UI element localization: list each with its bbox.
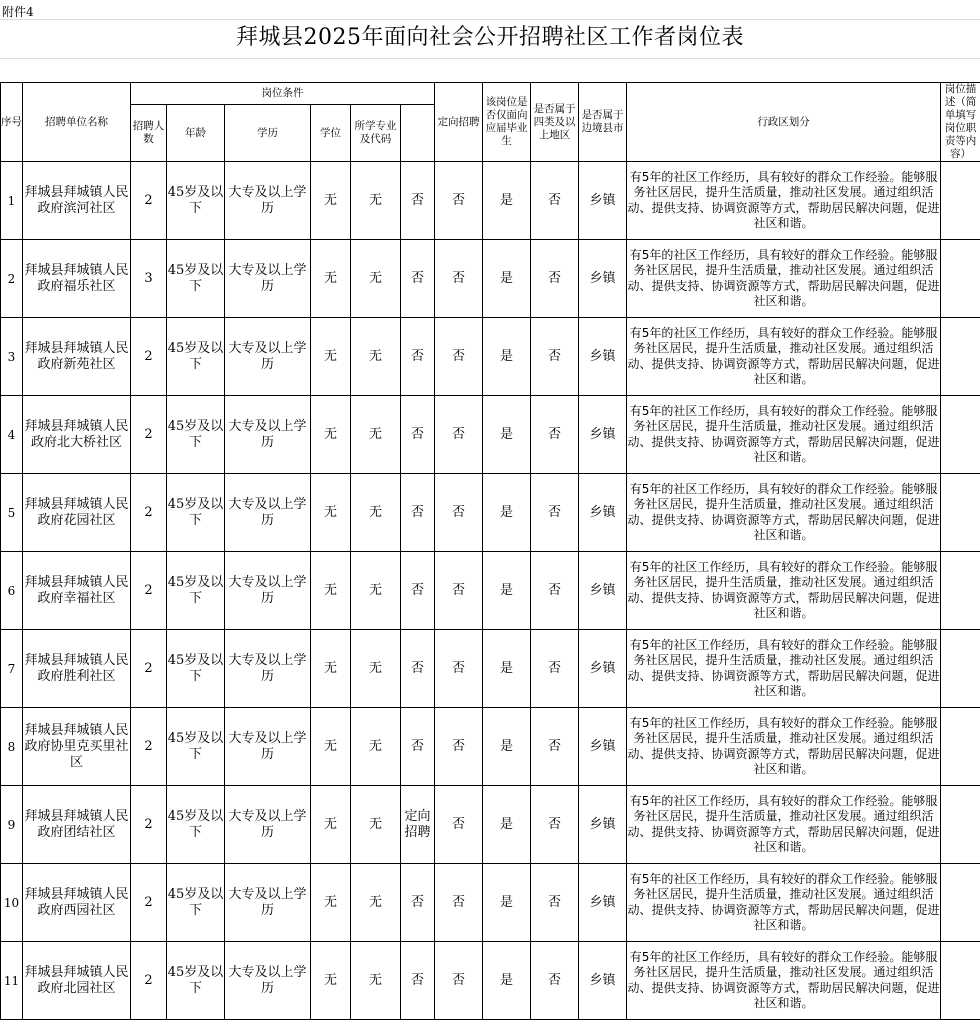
row-description: 有5年的社区工作经历，具有较好的群众工作经验。能够服务社区居民，提升生活质量，推动社区发展。通过组织活动、提供支持、协调资源等方式，帮助居民解决问题，促进社区和谐。 bbox=[627, 552, 941, 630]
row-degree: 无 bbox=[311, 708, 351, 786]
row-remark bbox=[941, 708, 980, 786]
row-degree: 无 bbox=[311, 240, 351, 318]
row-age: 45岁及以下 bbox=[167, 630, 225, 708]
row-count: 2 bbox=[131, 630, 167, 708]
row-degree: 无 bbox=[311, 942, 351, 1020]
row-education: 大专及以上学历 bbox=[225, 396, 311, 474]
row-border: 否 bbox=[531, 708, 579, 786]
row-remark bbox=[941, 162, 980, 240]
row-education: 大专及以上学历 bbox=[225, 552, 311, 630]
header-targeted: 定向招聘 bbox=[435, 83, 483, 162]
row-targeted: 否 bbox=[401, 864, 435, 942]
row-description: 有5年的社区工作经历，具有较好的群众工作经验。能够服务社区居民，提升生活质量，推动社区发展。通过组织活动、提供支持、协调资源等方式，帮助居民解决问题，促进社区和谐。 bbox=[627, 942, 941, 1020]
row-remark bbox=[941, 396, 980, 474]
row-major: 无 bbox=[351, 474, 401, 552]
row-border: 否 bbox=[531, 864, 579, 942]
row-class4: 是 bbox=[483, 318, 531, 396]
row-graduate-only: 否 bbox=[435, 552, 483, 630]
row-description: 有5年的社区工作经历，具有较好的群众工作经验。能够服务社区居民，提升生活质量，推动社区发展。通过组织活动、提供支持、协调资源等方式，帮助居民解决问题，促进社区和谐。 bbox=[627, 318, 941, 396]
row-count: 2 bbox=[131, 942, 167, 1020]
row-admin: 乡镇 bbox=[579, 396, 627, 474]
row-education: 大专及以上学历 bbox=[225, 240, 311, 318]
row-border: 否 bbox=[531, 162, 579, 240]
row-targeted: 否 bbox=[401, 474, 435, 552]
row-border: 否 bbox=[531, 396, 579, 474]
row-major: 无 bbox=[351, 162, 401, 240]
row-border: 否 bbox=[531, 942, 579, 1020]
row-education: 大专及以上学历 bbox=[225, 864, 311, 942]
row-description: 有5年的社区工作经历，具有较好的群众工作经验。能够服务社区居民，提升生活质量，推动社区发展。通过组织活动、提供支持、协调资源等方式，帮助居民解决问题，促进社区和谐。 bbox=[627, 162, 941, 240]
row-border: 否 bbox=[531, 318, 579, 396]
row-graduate-only: 否 bbox=[435, 864, 483, 942]
row-admin: 乡镇 bbox=[579, 786, 627, 864]
row-remark bbox=[941, 942, 980, 1020]
table-row bbox=[1, 708, 980, 786]
header-unit: 招聘单位名称 bbox=[23, 83, 131, 162]
row-class4: 是 bbox=[483, 786, 531, 864]
row-age: 45岁及以下 bbox=[167, 474, 225, 552]
row-class4: 是 bbox=[483, 552, 531, 630]
header-description: 岗位描述（简单填写岗位职责等内容） bbox=[941, 83, 980, 162]
row-major: 无 bbox=[351, 708, 401, 786]
row-unit: 拜城县拜城镇人民政府新苑社区 bbox=[23, 318, 131, 396]
row-description: 有5年的社区工作经历，具有较好的群众工作经验。能够服务社区居民，提升生活质量，推动社区发展。通过组织活动、提供支持、协调资源等方式，帮助居民解决问题，促进社区和谐。 bbox=[627, 240, 941, 318]
header-seq: 序号 bbox=[1, 83, 23, 162]
row-unit: 拜城县拜城镇人民政府北园社区 bbox=[23, 942, 131, 1020]
row-targeted: 否 bbox=[401, 552, 435, 630]
row-remark bbox=[941, 630, 980, 708]
row-graduate-only: 否 bbox=[435, 318, 483, 396]
table-row bbox=[1, 240, 980, 318]
header-border: 是否属于边境县市 bbox=[579, 83, 627, 162]
row-unit: 拜城县拜城镇人民政府协里克买里社区 bbox=[23, 708, 131, 786]
row-seq: 7 bbox=[1, 630, 23, 708]
row-admin: 乡镇 bbox=[579, 630, 627, 708]
row-targeted: 否 bbox=[401, 396, 435, 474]
row-education: 大专及以上学历 bbox=[225, 318, 311, 396]
row-age: 45岁及以下 bbox=[167, 162, 225, 240]
table-row bbox=[1, 162, 980, 240]
row-class4: 是 bbox=[483, 864, 531, 942]
row-admin: 乡镇 bbox=[579, 708, 627, 786]
row-unit: 拜城县拜城镇人民政府团结社区 bbox=[23, 786, 131, 864]
row-remark bbox=[941, 786, 980, 864]
row-count: 2 bbox=[131, 474, 167, 552]
row-class4: 是 bbox=[483, 474, 531, 552]
row-degree: 无 bbox=[311, 318, 351, 396]
header-degree: 学位 bbox=[311, 105, 351, 162]
header-major: 所学专业及代码 bbox=[351, 105, 401, 162]
row-graduate-only: 否 bbox=[435, 474, 483, 552]
row-major: 无 bbox=[351, 396, 401, 474]
table-row bbox=[1, 318, 980, 396]
row-degree: 无 bbox=[311, 396, 351, 474]
row-border: 否 bbox=[531, 552, 579, 630]
row-seq: 9 bbox=[1, 786, 23, 864]
row-age: 45岁及以下 bbox=[167, 942, 225, 1020]
row-unit: 拜城县拜城镇人民政府滨河社区 bbox=[23, 162, 131, 240]
row-admin: 乡镇 bbox=[579, 474, 627, 552]
row-age: 45岁及以下 bbox=[167, 396, 225, 474]
row-unit: 拜城县拜城镇人民政府花园社区 bbox=[23, 474, 131, 552]
row-targeted: 否 bbox=[401, 318, 435, 396]
header-count: 招聘人数 bbox=[131, 105, 167, 162]
row-targeted: 否 bbox=[401, 630, 435, 708]
row-remark bbox=[941, 864, 980, 942]
row-graduate-only: 否 bbox=[435, 942, 483, 1020]
row-seq: 10 bbox=[1, 864, 23, 942]
row-description: 有5年的社区工作经历，具有较好的群众工作经验。能够服务社区居民，提升生活质量，推动社区发展。通过组织活动、提供支持、协调资源等方式，帮助居民解决问题，促进社区和谐。 bbox=[627, 708, 941, 786]
row-admin: 乡镇 bbox=[579, 864, 627, 942]
row-education: 大专及以上学历 bbox=[225, 474, 311, 552]
row-age: 45岁及以下 bbox=[167, 786, 225, 864]
row-major: 无 bbox=[351, 786, 401, 864]
row-seq: 3 bbox=[1, 318, 23, 396]
row-major: 无 bbox=[351, 630, 401, 708]
row-border: 否 bbox=[531, 474, 579, 552]
row-remark bbox=[941, 474, 980, 552]
row-count: 2 bbox=[131, 552, 167, 630]
table-row bbox=[1, 474, 980, 552]
row-admin: 乡镇 bbox=[579, 162, 627, 240]
table-row bbox=[1, 864, 980, 942]
row-degree: 无 bbox=[311, 786, 351, 864]
row-seq: 2 bbox=[1, 240, 23, 318]
row-description: 有5年的社区工作经历，具有较好的群众工作经验。能够服务社区居民，提升生活质量，推动社区发展。通过组织活动、提供支持、协调资源等方式，帮助居民解决问题，促进社区和谐。 bbox=[627, 396, 941, 474]
header-admin: 行政区划分 bbox=[627, 83, 941, 162]
row-unit: 拜城县拜城镇人民政府北大桥社区 bbox=[23, 396, 131, 474]
table-row bbox=[1, 786, 980, 864]
row-seq: 1 bbox=[1, 162, 23, 240]
row-major: 无 bbox=[351, 552, 401, 630]
row-age: 45岁及以下 bbox=[167, 240, 225, 318]
row-class4: 是 bbox=[483, 240, 531, 318]
header-age: 年龄 bbox=[167, 105, 225, 162]
row-description: 有5年的社区工作经历，具有较好的群众工作经验。能够服务社区居民，提升生活质量，推动社区发展。通过组织活动、提供支持、协调资源等方式，帮助居民解决问题，促进社区和谐。 bbox=[627, 630, 941, 708]
row-targeted: 否 bbox=[401, 240, 435, 318]
row-age: 45岁及以下 bbox=[167, 708, 225, 786]
positions-table bbox=[0, 82, 980, 1020]
row-description: 有5年的社区工作经历，具有较好的群众工作经验。能够服务社区居民，提升生活质量，推动社区发展。通过组织活动、提供支持、协调资源等方式，帮助居民解决问题，促进社区和谐。 bbox=[627, 786, 941, 864]
table-row bbox=[1, 630, 980, 708]
table-row bbox=[1, 552, 980, 630]
row-class4: 是 bbox=[483, 162, 531, 240]
row-remark bbox=[941, 240, 980, 318]
row-class4: 是 bbox=[483, 630, 531, 708]
header-class4: 是否属于四类及以上地区 bbox=[531, 83, 579, 162]
row-count: 2 bbox=[131, 162, 167, 240]
row-remark bbox=[941, 552, 980, 630]
row-graduate-only: 否 bbox=[435, 396, 483, 474]
row-targeted: 定向招聘 bbox=[401, 786, 435, 864]
row-education: 大专及以上学历 bbox=[225, 942, 311, 1020]
row-description: 有5年的社区工作经历，具有较好的群众工作经验。能够服务社区居民，提升生活质量，推动社区发展。通过组织活动、提供支持、协调资源等方式，帮助居民解决问题，促进社区和谐。 bbox=[627, 474, 941, 552]
row-graduate-only: 否 bbox=[435, 162, 483, 240]
row-count: 3 bbox=[131, 240, 167, 318]
row-degree: 无 bbox=[311, 552, 351, 630]
row-degree: 无 bbox=[311, 630, 351, 708]
row-border: 否 bbox=[531, 786, 579, 864]
row-education: 大专及以上学历 bbox=[225, 786, 311, 864]
table-row bbox=[1, 942, 980, 1020]
row-admin: 乡镇 bbox=[579, 318, 627, 396]
row-unit: 拜城县拜城镇人民政府胜利社区 bbox=[23, 630, 131, 708]
row-major: 无 bbox=[351, 942, 401, 1020]
row-count: 2 bbox=[131, 864, 167, 942]
row-class4: 是 bbox=[483, 942, 531, 1020]
row-targeted: 否 bbox=[401, 942, 435, 1020]
row-age: 45岁及以下 bbox=[167, 318, 225, 396]
header-education: 学历 bbox=[225, 105, 311, 162]
row-admin: 乡镇 bbox=[579, 552, 627, 630]
row-count: 2 bbox=[131, 708, 167, 786]
row-major: 无 bbox=[351, 240, 401, 318]
table-row bbox=[1, 396, 980, 474]
page-title: 拜城县2025年面向社会公开招聘社区工作者岗位表 bbox=[236, 25, 744, 50]
row-remark bbox=[941, 318, 980, 396]
row-degree: 无 bbox=[311, 474, 351, 552]
row-unit: 拜城县拜城镇人民政府福乐社区 bbox=[23, 240, 131, 318]
row-count: 2 bbox=[131, 786, 167, 864]
row-graduate-only: 否 bbox=[435, 630, 483, 708]
row-count: 2 bbox=[131, 318, 167, 396]
row-admin: 乡镇 bbox=[579, 942, 627, 1020]
row-education: 大专及以上学历 bbox=[225, 708, 311, 786]
row-unit: 拜城县拜城镇人民政府幸福社区 bbox=[23, 552, 131, 630]
row-education: 大专及以上学历 bbox=[225, 162, 311, 240]
row-graduate-only: 否 bbox=[435, 786, 483, 864]
header-conditions: 岗位条件 bbox=[131, 83, 435, 105]
row-description: 有5年的社区工作经历，具有较好的群众工作经验。能够服务社区居民，提升生活质量，推动社区发展。通过组织活动、提供支持、协调资源等方式，帮助居民解决问题，促进社区和谐。 bbox=[627, 864, 941, 942]
row-border: 否 bbox=[531, 630, 579, 708]
row-major: 无 bbox=[351, 864, 401, 942]
row-seq: 8 bbox=[1, 708, 23, 786]
row-degree: 无 bbox=[311, 162, 351, 240]
row-targeted: 否 bbox=[401, 708, 435, 786]
row-seq: 5 bbox=[1, 474, 23, 552]
sheet-gridline bbox=[0, 58, 980, 59]
row-graduate-only: 否 bbox=[435, 240, 483, 318]
row-age: 45岁及以下 bbox=[167, 864, 225, 942]
row-class4: 是 bbox=[483, 396, 531, 474]
row-count: 2 bbox=[131, 396, 167, 474]
row-seq: 11 bbox=[1, 942, 23, 1020]
row-seq: 4 bbox=[1, 396, 23, 474]
row-major: 无 bbox=[351, 318, 401, 396]
attachment-label: 附件4 bbox=[2, 5, 34, 19]
row-age: 45岁及以下 bbox=[167, 552, 225, 630]
row-degree: 无 bbox=[311, 864, 351, 942]
header-graduate-only: 该岗位是否仅面向应届毕业生 bbox=[483, 83, 531, 162]
row-unit: 拜城县拜城镇人民政府西园社区 bbox=[23, 864, 131, 942]
row-admin: 乡镇 bbox=[579, 240, 627, 318]
row-seq: 6 bbox=[1, 552, 23, 630]
row-targeted: 否 bbox=[401, 162, 435, 240]
row-education: 大专及以上学历 bbox=[225, 630, 311, 708]
row-border: 否 bbox=[531, 240, 579, 318]
row-graduate-only: 否 bbox=[435, 708, 483, 786]
row-class4: 是 bbox=[483, 708, 531, 786]
